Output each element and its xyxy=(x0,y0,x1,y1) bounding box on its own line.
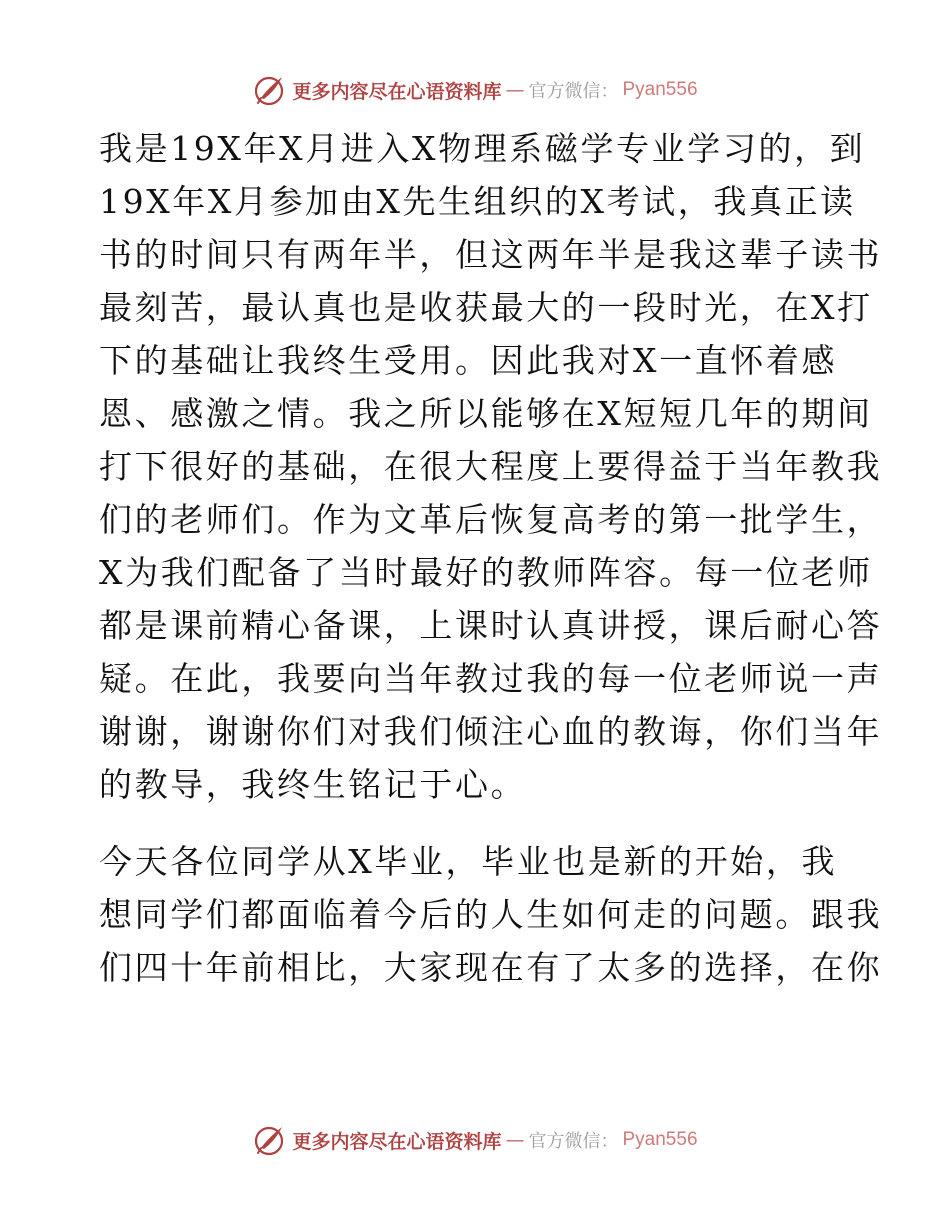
footer-contact-id: Pyan556 xyxy=(622,1129,698,1150)
text-line: X为我们配备了当时最好的教师阵容。每一位老师 xyxy=(99,553,873,592)
text-line: 恩、感激之情。我之所以能够在X短短几年的期间 xyxy=(99,394,873,433)
text-line: 疑。在此，我要向当年教过我的每一位老师说一声 xyxy=(99,659,883,698)
text-line: 书的时间只有两年半，但这两年半是我这辈子读书 xyxy=(99,235,883,274)
text-line: 今天各位同学从X毕业，毕业也是新的开始，我 xyxy=(99,842,838,881)
text-line: 谢谢，谢谢你们对我们倾注心血的教诲，你们当年 xyxy=(99,712,883,751)
text-line: 都是课前精心备课，上课时认真讲授，课后耐心答 xyxy=(99,606,883,645)
header-site-text: 更多内容尽在心语资料库 xyxy=(292,80,502,103)
text-line: 们的老师们。作为文革后恢复高考的第一批学生， xyxy=(99,500,883,539)
footer-site-text: 更多内容尽在心语资料库 xyxy=(292,1130,502,1153)
header-banner xyxy=(0,72,950,108)
footer-separator: — xyxy=(505,1129,525,1151)
text-line: 19X年X月参加由X先生组织的X考试，我真正读 xyxy=(99,182,856,221)
header-contact-label: 官方微信： xyxy=(528,81,619,102)
text-line: 我是19X年X月进入X物理系磁学专业学习的，到 xyxy=(99,129,866,168)
text-line: 们四十年前相比，大家现在有了太多的选择，在你 xyxy=(99,948,883,987)
text-line: 打下很好的基础，在很大程度上要得益于当年教我 xyxy=(99,447,883,486)
document-body xyxy=(99,122,883,994)
text-line: 的教导，我终生铭记于心。 xyxy=(99,765,527,804)
paragraph-1 xyxy=(99,122,883,811)
quill-pen-logo-icon xyxy=(252,73,286,107)
header-contact-id: Pyan556 xyxy=(622,79,698,100)
text-line: 最刻苦，最认真也是收获最大的一段时光，在X打 xyxy=(99,288,873,327)
paragraph-2 xyxy=(99,835,883,994)
text-line: 下的基础让我终生受用。因此我对X一直怀着感 xyxy=(99,341,838,380)
text-line: 想同学们都面临着今后的人生如何走的问题。跟我 xyxy=(99,895,883,934)
quill-pen-logo-icon xyxy=(252,1123,286,1157)
header-separator: — xyxy=(505,79,525,101)
footer-banner xyxy=(0,1122,950,1158)
footer-contact-label: 官方微信： xyxy=(528,1131,619,1152)
